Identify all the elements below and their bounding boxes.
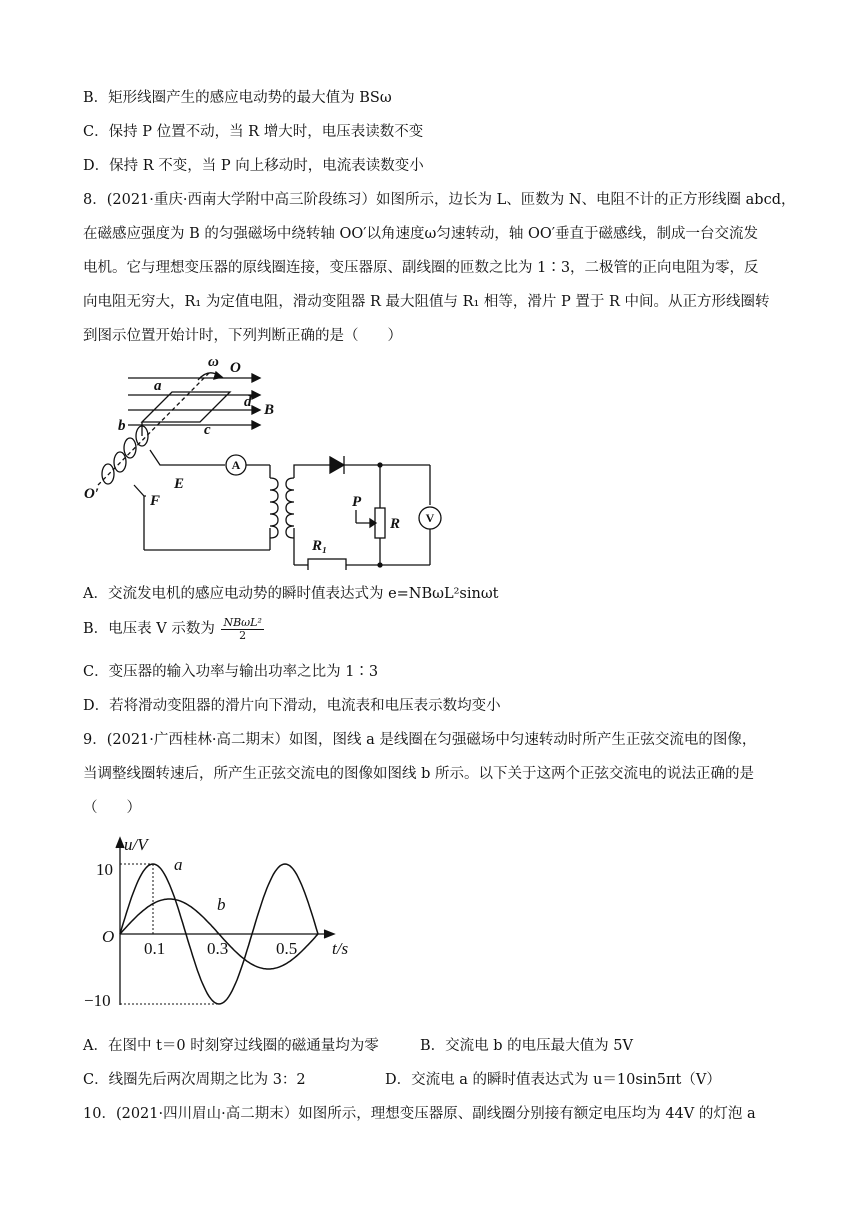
q8-option-b-fraction xyxy=(221,617,263,642)
label-O: O xyxy=(230,360,241,376)
q7-option-c: C．保持 P 位置不动，当 R 增大时，电压表读数不变 xyxy=(83,124,424,140)
label-F: F xyxy=(150,493,161,509)
q8-option-a: A．交流发电机的感应电动势的瞬时值表达式为 e=NBωL²sinωt xyxy=(83,586,499,602)
q7-option-d: D．保持 R 不变，当 P 向上移动时，电流表读数变小 xyxy=(83,158,424,174)
series-b-label: b xyxy=(217,895,226,914)
label-a: a xyxy=(154,378,162,394)
label-R1: R₁ xyxy=(312,538,328,554)
q8-circuit-figure xyxy=(80,350,450,570)
q10-stem-line-1: 10．(2021·四川眉山·高二期末）如图所示，理想变压器原、副线圈分别接有额定电压均为 44V 的灯泡 a xyxy=(83,1106,756,1122)
voltmeter-label: V xyxy=(425,511,435,525)
q8-option-d: D．若将滑动变阻器的滑片向下滑动，电流表和电压表示数均变小 xyxy=(83,698,501,714)
q8-option-b xyxy=(83,614,266,644)
x-tick-0-5: 0.5 xyxy=(276,939,298,958)
q9-stem-line-3: （ ） xyxy=(83,800,141,816)
q9-option-c: C．线圈先后两次周期之比为 3：2 xyxy=(83,1072,306,1088)
y-tick-minus-10: −10 xyxy=(84,991,111,1010)
origin-label: O xyxy=(102,927,115,946)
label-d: d xyxy=(244,394,252,410)
q8-stem-line-2: 在磁感应强度为 B 的匀强磁场中绕转轴 OO′以角速度ω匀速转动，轴 OO′垂直于磁感线，制成一台交流发 xyxy=(83,226,759,242)
label-b: b xyxy=(118,418,126,434)
label-B: B xyxy=(264,402,275,418)
q8-option-b-prefix: B．电压表 V 示数为 xyxy=(83,621,215,637)
series-a-label: a xyxy=(174,855,183,874)
y-axis-label: u/V xyxy=(124,835,148,854)
label-R: R xyxy=(390,516,401,532)
q9-option-a: A．在图中 t＝0 时刻穿过线圈的磁通量均为零 xyxy=(83,1038,379,1054)
label-c: c xyxy=(204,422,211,438)
x-tick-0-1: 0.1 xyxy=(144,939,166,958)
q9-option-b: B．交流电 b 的电压最大值为 5V xyxy=(420,1038,633,1054)
q9-sine-chart xyxy=(80,830,370,1020)
ammeter-label: A xyxy=(231,458,241,472)
label-Oprime: O′ xyxy=(84,486,100,502)
q7-option-b: B．矩形线圈产生的感应电动势的最大值为 BSω xyxy=(83,90,392,106)
label-omega: ω xyxy=(208,354,219,370)
y-tick-10: 10 xyxy=(96,860,113,879)
q9-stem-line-1: 9．(2021·广西桂林·高二期末）如图，图线 a 是线圈在匀强磁场中匀速转动时所产生正弦交流电的图像， xyxy=(83,732,757,748)
q8-stem-line-4: 向电阻无穷大，R₁ 为定值电阻，滑动变阻器 R 最大阻值与 R₁ 相等，滑片 P 置于 R 中间。从正方形线圈转 xyxy=(83,294,770,310)
label-P: P xyxy=(352,494,362,510)
label-E: E xyxy=(174,476,185,492)
q8-stem-line-1: 8．(2021·重庆·西南大学附中高三阶段练习）如图所示，边长为 L、匝数为 N、电阻不计的正方形线圈 abcd， xyxy=(83,192,796,208)
q9-stem-line-2: 当调整线圈转速后，所产生正弦交流电的图像如图线 b 所示。以下关于这两个正弦交流电的说法正确的是 xyxy=(83,766,754,782)
fraction-denominator: 2 xyxy=(239,628,247,642)
q8-stem-line-5: 到图示位置开始计时，下列判断正确的是（ ） xyxy=(83,328,402,344)
x-axis-label: t/s xyxy=(332,939,349,958)
q9-option-d: D．交流电 a 的瞬时值表达式为 u＝10sin5πt（V） xyxy=(385,1072,721,1088)
fraction-numerator: NBωL² xyxy=(223,615,262,629)
q8-stem-line-3: 电机。它与理想变压器的原线圈连接，变压器原、副线圈的匝数之比为 1∶3，二极管的正向电阻为零，反 xyxy=(83,260,759,276)
q8-option-c: C．变压器的输入功率与输出功率之比为 1∶3 xyxy=(83,664,379,680)
x-tick-0-3: 0.3 xyxy=(207,939,229,958)
